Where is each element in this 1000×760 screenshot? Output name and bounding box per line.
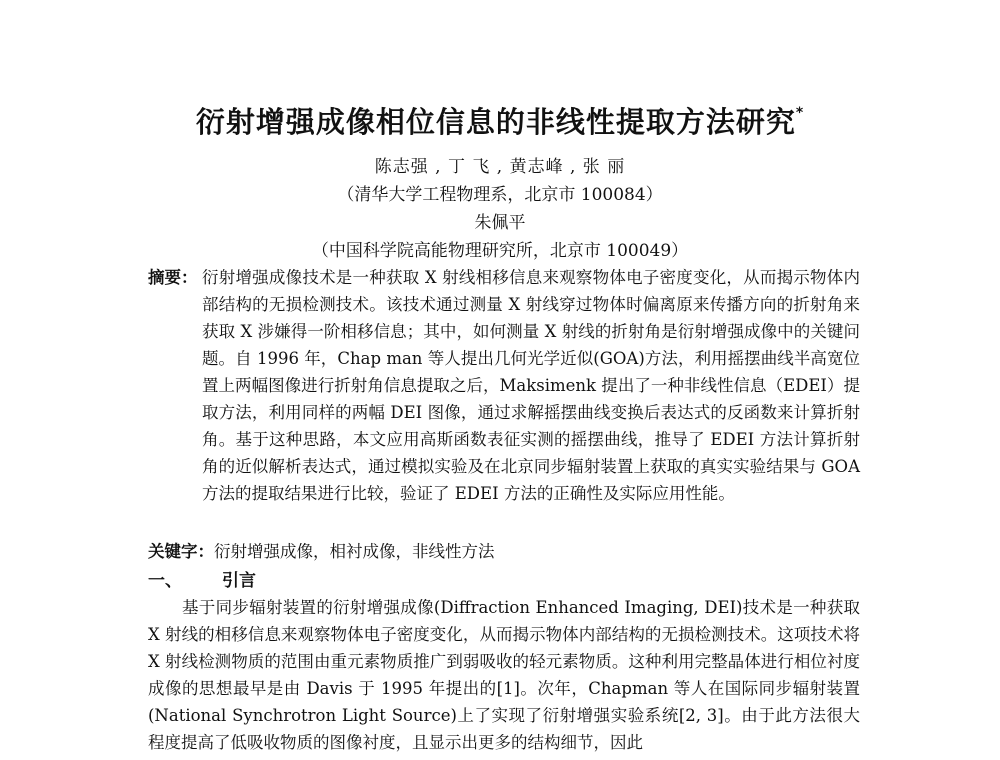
abstract-label: 摘要： bbox=[148, 268, 198, 287]
title-footnote-mark: * bbox=[795, 105, 805, 122]
authors-line: 陈志强 , 丁 飞 , 黄志峰 , 张 丽 bbox=[374, 157, 626, 177]
affiliation-1: （清华大学工程物理系，北京市 100084） bbox=[337, 185, 663, 205]
keywords-label: 关键字： bbox=[148, 542, 214, 561]
keywords bbox=[148, 538, 495, 562]
author-2: 朱佩平 bbox=[474, 213, 526, 233]
intro-paragraph bbox=[148, 594, 860, 756]
section-number: 一、 bbox=[148, 571, 182, 591]
abstract bbox=[148, 264, 860, 507]
section-heading bbox=[148, 566, 256, 591]
section-title: 引言 bbox=[222, 571, 256, 591]
intro-text: 基于同步辐射装置的衍射增强成像(Diffraction Enhanced Imaging, DEI)技术是一种获取 X 射线的相移信息来观察物体电子密度变化，从而揭示物体内部结构的无损检测技术。这项技术将 X 射线检测物质的范围由重元素物质推广到弱吸收的轻元素物质。这种利用完整晶体进行相位衬度成像的思想最早是由 Davis 于 1995 年提出的[1]。次年，Chapman 等人在国际同步辐射装置(National Synchrotron Light Source)上了实现了衍射增强实验系统[2, 3]。由于此方法很大程度提高了低吸收物质的图像衬度，且显示出更多的结构细节，因此 bbox=[148, 598, 861, 752]
keywords-text: 衍射增强成像，相衬成像，非线性方法 bbox=[214, 542, 495, 561]
affiliation-2: （中国科学院高能物理研究所，北京市 100049） bbox=[311, 241, 689, 261]
abstract-text: 衍射增强成像技术是一种获取 X 射线相移信息来观察物体电子密度变化，从而揭示物体内部结构的无损检测技术。该技术通过测量 X 射线穿过物体时偏离原来传播方向的折射角来获取 X 涉嫌得一阶相移信息；其中，如何测量 X 射线的折射角是衍射增强成像中的关键问题。自 1996 年，Chap man 等人提出几何光学近似(GOA)方法，利用摇摆曲线半高宽位置上两幅图像进行折射角信息提取之后，Maksimenk 提出了一种非线性信息（EDEI）提取方法，利用同样的两幅 DEI 图像，通过求解摇摆曲线变换后表达式的反函数来计算折射角。基于这种思路，本文应用高斯函数表征实测的摇摆曲线，推导了 EDEI 方法计算折射角的近似解析表达式，通过模拟实验及在北京同步辐射装置上获取的真实实验结果与 GOA 方法的提取结果进行比较，验证了 EDEI 方法的正确性及实际应用性能。 bbox=[202, 268, 860, 503]
paper-title: 衍射增强成像相位信息的非线性提取方法研究* bbox=[195, 105, 805, 139]
